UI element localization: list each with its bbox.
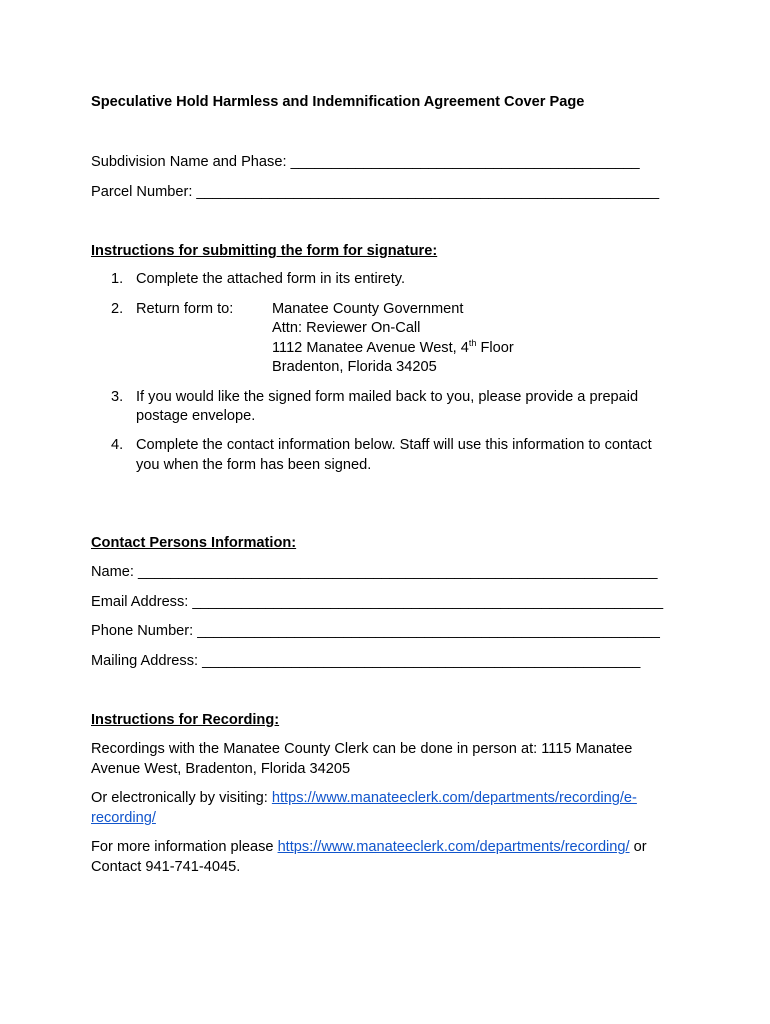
list-item-number: 2. <box>111 301 124 317</box>
list-item-number: 4. <box>111 437 124 453</box>
list-item-text: postage envelope. <box>136 408 256 424</box>
page-title: Speculative Hold Harmless and Indemnification Agreement Cover Page <box>91 94 585 110</box>
contact-email-field: Email Address: __________________________________________________________ <box>91 594 664 610</box>
recording-electronic-line: Or electronically by visiting: https://www.manateeclerk.com/departments/recording/e- <box>91 790 637 806</box>
recording-link[interactable]: recording/ <box>91 810 156 826</box>
address-line: 1112 Manatee Avenue West, 4th Floor <box>272 338 514 356</box>
address-line: Attn: Reviewer On-Call <box>272 320 421 336</box>
list-item-text: If you would like the signed form mailed back to you, please provide a prepaid <box>136 389 639 405</box>
contact-phone-line: Contact 941-741-4045. <box>91 859 241 875</box>
list-item-number: 3. <box>111 389 124 405</box>
parcel-field: Parcel Number: _________________________________________________________ <box>91 184 660 200</box>
list-item-text: you when the form has been signed. <box>136 457 372 473</box>
more-info-line: For more information please https://www.manateeclerk.com/departments/recording/ or <box>91 839 647 855</box>
recording-paragraph: Recordings with the Manatee County Clerk can be done in person at: 1115 Manatee <box>91 741 633 757</box>
list-item-text: Complete the contact information below. Staff will use this information to contact <box>136 437 652 453</box>
recording-paragraph: Avenue West, Bradenton, Florida 34205 <box>91 761 351 777</box>
recording-link[interactable]: https://www.manateeclerk.com/departments/recording/e- <box>271 790 637 806</box>
address-line: Manatee County Government <box>272 301 464 317</box>
contact-heading: Contact Persons Information: <box>91 535 297 551</box>
list-item-text: Complete the attached form in its entirety. <box>136 271 406 287</box>
list-item-number: 1. <box>111 271 124 287</box>
instructions-heading: Instructions for submitting the form for signature: <box>91 243 438 259</box>
list-item-text: Return form to: <box>136 301 234 317</box>
recording-info-link[interactable]: https://www.manateeclerk.com/departments/recording/ <box>277 839 630 855</box>
contact-phone-field: Phone Number: _________________________________________________________ <box>91 623 660 639</box>
recording-electronic-line <box>91 808 156 828</box>
recording-heading: Instructions for Recording: <box>91 712 280 728</box>
subdivision-field: Subdivision Name and Phase: ___________________________________________ <box>91 154 640 170</box>
contact-mailing-field: Mailing Address: ______________________________________________________ <box>91 653 641 669</box>
address-line: Bradenton, Florida 34205 <box>272 359 437 375</box>
contact-name-field: Name: ________________________________________________________________ <box>91 564 658 580</box>
